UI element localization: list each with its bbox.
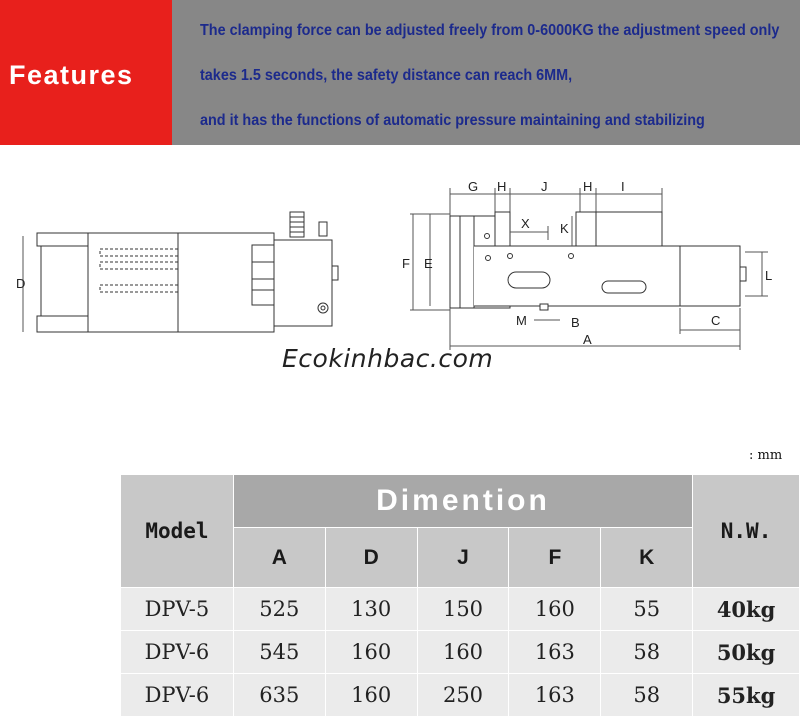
table-row [121,631,800,674]
cell-nw: 40kg [693,588,800,631]
dim-label-i: I [621,179,625,194]
model-header: Model [121,475,234,588]
dim-label-h1: H [497,179,507,194]
watermark-text: Ecokinhbac.com [282,344,494,373]
dim-label-m: M [516,313,527,328]
table-row [121,588,800,631]
cell-f: 163 [509,674,601,717]
cell-model: DPV-5 [121,588,234,631]
nw-header: N.W. [693,475,800,588]
dim-label-c: C [711,313,721,328]
left-label-d: D [16,276,26,291]
dimension-table [120,474,800,717]
col-header-k: K [601,528,693,588]
dim-label-k: K [560,221,569,236]
cell-nw: 55kg [693,674,800,717]
cell-a: 525 [233,588,325,631]
col-header-f: F [509,528,601,588]
features-banner [0,0,172,145]
col-header-a: A [233,528,325,588]
dim-label-j: J [541,179,548,194]
cell-f: 160 [509,588,601,631]
cell-k: 58 [601,631,693,674]
feature-line-2: takes 1.5 seconds, the safety distance can reach 6MM, [200,67,573,84]
table-row [121,674,800,717]
dim-label-h2: H [583,179,593,194]
dim-label-b: B [571,315,580,330]
cell-j: 160 [417,631,509,674]
cell-d: 130 [325,588,417,631]
right-view-drawing [402,179,772,350]
dim-label-a: A [583,332,592,347]
cell-nw: 50kg [693,631,800,674]
features-title: Features [9,60,134,90]
cell-k: 55 [601,588,693,631]
col-header-j: J [417,528,509,588]
cell-f: 163 [509,631,601,674]
unit-label: : mm [749,448,783,463]
dim-label-e: E [424,256,433,271]
technical-drawing [0,150,800,350]
left-view-drawing [16,212,338,332]
dim-label-l: L [765,268,773,283]
cell-a: 635 [233,674,325,717]
col-header-d: D [325,528,417,588]
cell-j: 250 [417,674,509,717]
dimension-group-header: Dimention [233,475,692,528]
feature-line-1: The clamping force can be adjusted freely from 0-6000KG the adjustment speed only [200,22,780,39]
cell-a: 545 [233,631,325,674]
cell-k: 58 [601,674,693,717]
cell-d: 160 [325,631,417,674]
cell-d: 160 [325,674,417,717]
dim-label-x: X [521,216,530,231]
dim-label-f: F [402,256,410,271]
cell-model: DPV-6 [121,631,234,674]
cell-model: DPV-6 [121,674,234,717]
dim-label-g: G [468,179,479,194]
cell-j: 150 [417,588,509,631]
feature-line-3: and it has the functions of automatic pressure maintaining and stabilizing [200,112,705,129]
